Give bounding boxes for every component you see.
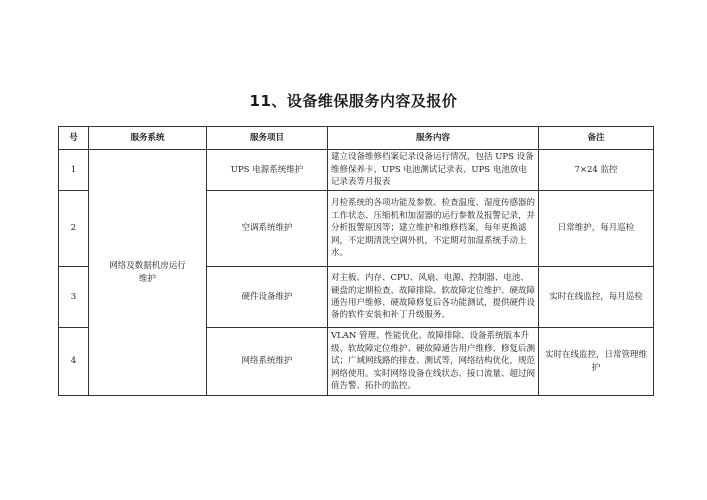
header-no: 号	[59, 127, 89, 150]
row-number: 4	[59, 328, 89, 396]
service-note: 7×24 监控	[539, 150, 654, 191]
header-content: 服务内容	[328, 127, 539, 150]
header-note: 备注	[539, 127, 654, 150]
service-item: UPS 电源系统维护	[207, 150, 328, 191]
table-header-row	[59, 127, 654, 150]
service-note: 实时在线监控，每月巡检	[539, 267, 654, 328]
table-row	[59, 150, 654, 191]
row-number: 2	[59, 191, 89, 267]
service-note: 实时在线监控，日常管理维护	[539, 328, 654, 396]
document-title: 11、设备维保服务内容及报价	[249, 92, 458, 110]
service-item: 空调系统维护	[207, 191, 328, 267]
row-number: 3	[59, 267, 89, 328]
service-system-label: 网络及数据机房运行维护	[109, 261, 186, 284]
service-system-cell	[89, 150, 207, 396]
service-content: 月检系统的各项功能及参数、检查温度、湿度传感器的工作状态、压缩机和加湿器的运行参数及报警记录，并分析报警原因等；建立维护和维修档案，每年更换滤网，不定期清洗空调外机，不定期对加湿系统手动上水。	[328, 191, 539, 267]
header-system: 服务系统	[89, 127, 207, 150]
service-item: 网络系统维护	[207, 328, 328, 396]
service-note: 日常维护，每月巡检	[539, 191, 654, 267]
service-content: VLAN 管理、性能优化、故障排除、设备系统版本升级、软故障定位维护、硬故障通告用户维修、修复后测试；广域网线路的排查、测试等，网络结构优化，规范网络使用。实时网络设备在线状态、接口流量、超过阀值告警、拓扑的监控。	[328, 328, 539, 396]
service-content: 对主板、内存、CPU、风扇、电源、控制器、电池、硬盘的定期检查、故障排除、软故障定位维护、硬故障通告用户维修、硬故障修复后各功能测试，提供硬件设备的软件安装和补丁升级服务。	[328, 267, 539, 328]
service-content: 建立设备维修档案记录设备运行情况，包括 UPS 设备维修保养卡、UPS 电池测试记录表、UPS 电池放电记录表等月报表	[328, 150, 539, 191]
header-item: 服务项目	[207, 127, 328, 150]
service-table	[58, 126, 654, 396]
row-number: 1	[59, 150, 89, 191]
service-item: 硬件设备维护	[207, 267, 328, 328]
